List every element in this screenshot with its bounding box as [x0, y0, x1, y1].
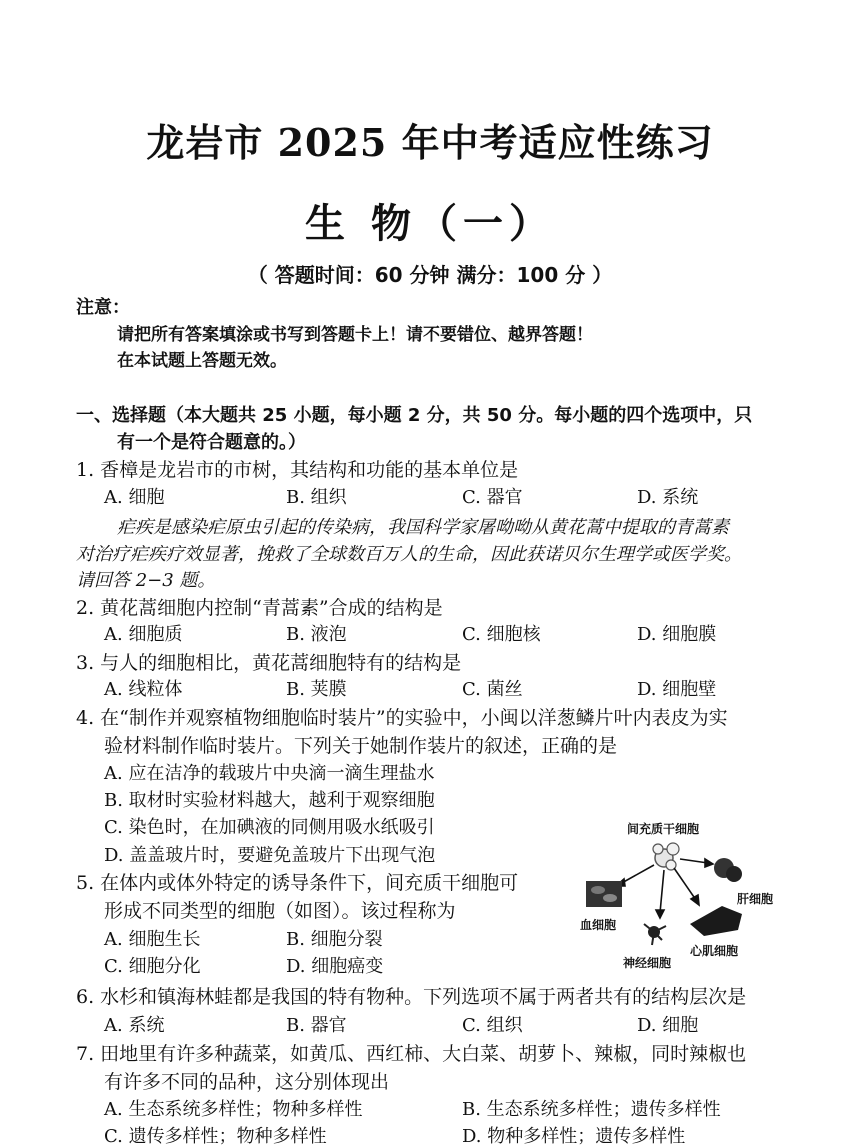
question-7-stem-cont: 有许多不同的品种，这分别体现出: [104, 1071, 390, 1093]
question-4-stem-cont: 验材料制作临时装片。下列关于她制作装片的叙述，正确的是: [104, 735, 618, 757]
q2-option-d: D. 细胞膜: [637, 624, 717, 645]
q1-option-c: C. 器官: [462, 487, 523, 508]
stem-cell-image: [653, 843, 679, 870]
q3-option-b: B. 荚膜: [286, 679, 347, 700]
blood-cell-image: [586, 881, 622, 907]
section-heading-cont: 有一个是符合题意的。）: [117, 432, 306, 453]
nerve-cell-image: [644, 924, 666, 945]
passage-line-3: 请回答 2−3 题。: [76, 570, 216, 591]
q6-option-a: A. 系统: [104, 1015, 165, 1036]
q4-option-b: B. 取材时实验材料越大，越利于观察细胞: [104, 790, 435, 811]
question-5-stem-cont: 形成不同类型的细胞（如图）。该过程称为: [104, 900, 456, 922]
q5-option-d: D. 细胞癌变: [286, 956, 384, 977]
notice-line-2: 在本试题上答题无效。: [117, 351, 287, 371]
q1-option-d: D. 系统: [637, 487, 699, 508]
q7-option-b: B. 生态系统多样性；遗传多样性: [462, 1099, 721, 1120]
q4-option-d: D. 盖盖玻片时，要避免盖玻片下出现气泡: [104, 845, 436, 866]
exam-time-info: （ 答题时间：60 分钟 满分：100 分 ）: [247, 263, 613, 287]
q7-option-d: D. 物种多样性；遗传多样性: [462, 1126, 686, 1147]
heart-muscle-cell-image: [690, 906, 742, 936]
q3-option-c: C. 菌丝: [462, 679, 523, 700]
passage-line-1: 疟疾是感染疟原虫引起的传染病，我国科学家屠呦呦从黄花蒿中提取的青蒿素: [117, 517, 729, 538]
q6-option-d: D. 细胞: [637, 1015, 699, 1036]
question-3-stem: 3. 与人的细胞相比，黄花蒿细胞特有的结构是: [76, 652, 462, 674]
q6-option-b: B. 器官: [286, 1015, 347, 1036]
q7-option-c: C. 遗传多样性；物种多样性: [104, 1126, 327, 1147]
exam-subtitle: 生 物（一）: [305, 200, 555, 247]
question-6-stem: 6. 水杉和镇海林蛙都是我国的特有物种。下列选项不属于两者共有的结构层次是: [76, 986, 747, 1008]
liver-cell-label: 肝细胞: [737, 892, 774, 906]
nerve-cell-label: 神经细胞: [623, 956, 672, 970]
q1-option-b: B. 组织: [286, 487, 347, 508]
liver-cell-image: [714, 858, 742, 882]
q4-option-a: A. 应在洁净的载玻片中央滴一滴生理盐水: [104, 763, 435, 784]
stem-cell-diagram: [572, 818, 787, 968]
passage-line-2: 对治疗疟疾疗效显著，挽救了全球数百万人的生命，因此获诺贝尔生理学或医学奖。: [76, 544, 742, 565]
question-4-stem: 4. 在“制作并观察植物细胞临时装片”的实验中，小闽以洋葱鳞片叶内表皮为实: [76, 707, 728, 729]
q2-option-a: A. 细胞质: [104, 624, 183, 645]
notice-line-1: 请把所有答案填涂或书写到答题卡上！请不要错位、越界答题！: [117, 325, 593, 345]
q2-option-c: C. 细胞核: [462, 624, 541, 645]
heart-muscle-cell-label: 心肌细胞: [690, 944, 739, 958]
q1-option-a: A. 细胞: [104, 487, 165, 508]
q5-option-a: A. 细胞生长: [104, 929, 201, 950]
q6-option-c: C. 组织: [462, 1015, 523, 1036]
question-7-stem: 7. 田地里有许多种蔬菜，如黄瓜、西红柿、大白菜、胡萝卜、辣椒，同时辣椒也: [76, 1043, 747, 1065]
question-1-stem: 1. 香樟是龙岩市的市树，其结构和功能的基本单位是: [76, 459, 519, 481]
q4-option-c: C. 染色时，在加碘液的同侧用吸水纸吸引: [104, 817, 435, 838]
q3-option-a: A. 线粒体: [104, 679, 183, 700]
q3-option-d: D. 细胞壁: [637, 679, 717, 700]
q7-option-a: A. 生态系统多样性；物种多样性: [104, 1099, 363, 1120]
q2-option-b: B. 液泡: [286, 624, 347, 645]
q5-option-c: C. 细胞分化: [104, 956, 201, 977]
notice-label: 注意：: [76, 297, 130, 318]
stem-cell-label: 间充质干细胞: [627, 822, 700, 836]
exam-title: 龙岩市 2025 年中考适应性练习: [146, 120, 714, 165]
section-heading: 一、选择题（本大题共 25 小题，每小题 2 分，共 50 分。每小题的四个选项中，只: [76, 405, 753, 426]
question-5-stem: 5. 在体内或体外特定的诱导条件下，间充质干细胞可: [76, 872, 519, 894]
question-2-stem: 2. 黄花蒿细胞内控制“青蒿素”合成的结构是: [76, 597, 443, 619]
blood-cell-label: 血细胞: [580, 918, 617, 932]
q5-option-b: B. 细胞分裂: [286, 929, 383, 950]
